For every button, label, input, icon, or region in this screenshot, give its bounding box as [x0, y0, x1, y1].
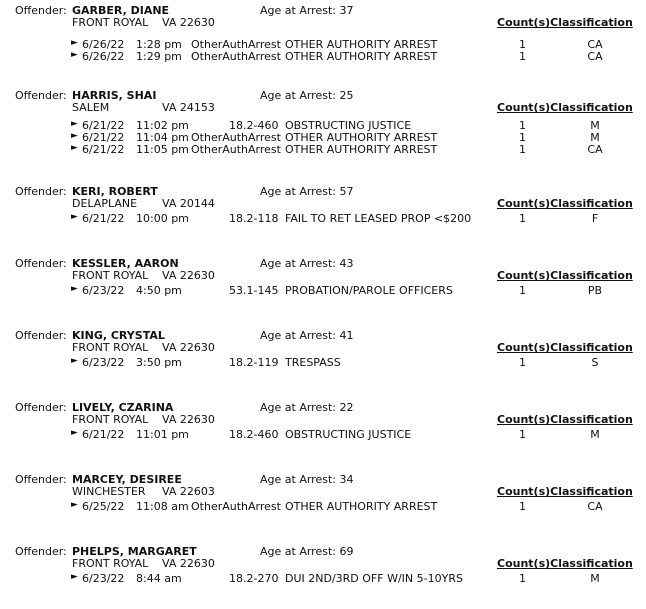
address-city: FRONT ROYAL	[72, 341, 149, 354]
charge-description: OBSTRUCTING JUSTICE	[285, 428, 412, 441]
age-at-arrest	[260, 329, 353, 342]
offender-label: Offender:	[15, 185, 67, 198]
age-label: Age at Arrest:	[260, 185, 336, 198]
charge-code: 53.1-145	[229, 284, 279, 297]
offender-name: LIVELY, CZARINA	[72, 401, 174, 414]
charge-classification: M	[590, 131, 600, 144]
age-label: Age at Arrest:	[260, 545, 336, 558]
charge-time: 10:00 pm	[136, 212, 189, 225]
charge-time: 11:01 pm	[136, 428, 189, 441]
charge-code: 18.2-118	[229, 212, 279, 225]
charge-classification: F	[591, 212, 599, 225]
charge-description: OTHER AUTHORITY ARREST	[285, 131, 438, 144]
charge-time: 3:50 pm	[136, 356, 182, 369]
offender-address	[72, 197, 215, 210]
offender-label: Offender:	[15, 257, 67, 270]
charge-classification: CA	[587, 500, 603, 513]
classification-column-header: Classification	[550, 485, 633, 498]
charge-date: 6/26/22	[82, 38, 125, 51]
charge-row	[0, 356, 646, 368]
charge-time: 4:50 pm	[136, 284, 182, 297]
offender-name: GARBER, DIANE	[72, 4, 170, 17]
charge-row	[0, 119, 646, 131]
charge-description: OBSTRUCTING JUSTICE	[285, 119, 412, 132]
charge-code: 18.2-119	[229, 356, 279, 369]
charge-time: 8:44 am	[136, 572, 182, 585]
charge-row	[0, 38, 646, 50]
age-at-arrest	[260, 473, 353, 486]
charges-header	[497, 485, 633, 498]
age-label: Age at Arrest:	[260, 89, 336, 102]
offender-address	[72, 101, 215, 114]
offender-label: Offender:	[15, 329, 67, 342]
address-state-zip: VA 22630	[162, 413, 215, 426]
offender-name: KING, CRYSTAL	[72, 329, 165, 342]
charges-header	[497, 269, 633, 282]
age-value: 22	[339, 401, 354, 414]
count-column-header: Count(s)	[497, 557, 551, 570]
charge-row	[0, 572, 646, 584]
charge-count: 1	[519, 356, 526, 369]
offender-record	[0, 257, 646, 321]
arrow-icon: ►	[71, 284, 78, 294]
offender-name: PHELPS, MARGARET	[72, 545, 197, 558]
address-city: FRONT ROYAL	[72, 16, 149, 29]
charge-classification: M	[590, 428, 600, 441]
age-label: Age at Arrest:	[260, 473, 336, 486]
age-value: 69	[339, 545, 354, 558]
age-value: 43	[339, 257, 354, 270]
charge-date: 6/21/22	[82, 143, 125, 156]
offender-label: Offender:	[15, 401, 67, 414]
charge-row	[0, 131, 646, 143]
charge-description: OTHER AUTHORITY ARREST	[285, 500, 438, 513]
classification-column-header: Classification	[550, 16, 633, 29]
offender-record	[0, 329, 646, 393]
arrow-icon: ►	[71, 38, 78, 48]
charge-date: 6/26/22	[82, 50, 125, 63]
address-state-zip: VA 20144	[162, 197, 215, 210]
count-column-header: Count(s)	[497, 413, 551, 426]
address-city: FRONT ROYAL	[72, 413, 149, 426]
arrow-icon: ►	[71, 500, 78, 510]
charge-count: 1	[519, 212, 526, 225]
charge-code: 18.2-460	[229, 119, 279, 132]
age-at-arrest	[260, 401, 353, 414]
offender-name: KESSLER, AARON	[72, 257, 179, 270]
offender-record	[0, 89, 646, 156]
offender-name: HARRIS, SHAI	[72, 89, 157, 102]
age-value: 41	[339, 329, 354, 342]
classification-column-header: Classification	[550, 269, 633, 282]
age-label: Age at Arrest:	[260, 329, 336, 342]
charge-code: OtherAuthArrest	[191, 131, 281, 144]
charge-row	[0, 284, 646, 296]
offender-address	[72, 557, 215, 570]
charge-classification: CA	[587, 50, 603, 63]
offender-record	[0, 185, 646, 249]
charge-classification: PB	[587, 284, 603, 297]
age-at-arrest	[260, 257, 353, 270]
count-column-header: Count(s)	[497, 197, 551, 210]
address-state-zip: VA 22630	[162, 269, 215, 282]
offender-label: Offender:	[15, 89, 67, 102]
classification-column-header: Classification	[550, 197, 633, 210]
charge-date: 6/21/22	[82, 428, 125, 441]
charge-time: 1:28 pm	[136, 38, 182, 51]
charge-description: OTHER AUTHORITY ARREST	[285, 50, 438, 63]
charge-code: OtherAuthArrest	[191, 500, 281, 513]
charge-description: TRESPASS	[285, 356, 341, 369]
age-value: 34	[339, 473, 354, 486]
charge-count: 1	[519, 143, 526, 156]
age-label: Age at Arrest:	[260, 257, 336, 270]
charge-count: 1	[519, 50, 526, 63]
charge-count: 1	[519, 428, 526, 441]
charge-date: 6/23/22	[82, 284, 125, 297]
arrow-icon: ►	[71, 143, 78, 153]
age-label: Age at Arrest:	[260, 4, 336, 17]
charges-header	[497, 557, 633, 570]
count-column-header: Count(s)	[497, 101, 551, 114]
charge-description: FAIL TO RET LEASED PROP <$200	[285, 212, 472, 225]
charge-time: 11:05 pm	[136, 143, 189, 156]
arrow-icon: ►	[71, 356, 78, 366]
offender-record	[0, 473, 646, 537]
charge-classification: S	[591, 356, 599, 369]
charge-date: 6/21/22	[82, 212, 125, 225]
charge-time: 11:08 am	[136, 500, 189, 513]
classification-column-header: Classification	[550, 413, 633, 426]
arrow-icon: ►	[71, 131, 78, 141]
charge-description: DUI 2ND/3RD OFF W/IN 5-10YRS	[285, 572, 463, 585]
charge-count: 1	[519, 38, 526, 51]
count-column-header: Count(s)	[497, 269, 551, 282]
count-column-header: Count(s)	[497, 485, 551, 498]
age-at-arrest	[260, 89, 353, 102]
age-at-arrest	[260, 4, 353, 17]
address-city: WINCHESTER	[72, 485, 146, 498]
charge-description: OTHER AUTHORITY ARREST	[285, 143, 438, 156]
address-city: DELAPLANE	[72, 197, 138, 210]
classification-column-header: Classification	[550, 101, 633, 114]
charge-classification: M	[590, 572, 600, 585]
charge-row	[0, 143, 646, 155]
age-value: 57	[339, 185, 354, 198]
charge-date: 6/23/22	[82, 572, 125, 585]
address-state-zip: VA 22630	[162, 557, 215, 570]
age-value: 37	[339, 4, 354, 17]
address-city: SALEM	[72, 101, 110, 114]
arrow-icon: ►	[71, 428, 78, 438]
charge-time: 11:04 pm	[136, 131, 189, 144]
charge-count: 1	[519, 284, 526, 297]
address-state-zip: VA 22603	[162, 485, 215, 498]
charge-count: 1	[519, 131, 526, 144]
classification-column-header: Classification	[550, 557, 633, 570]
arrow-icon: ►	[71, 572, 78, 582]
age-at-arrest	[260, 545, 353, 558]
charges-header	[497, 341, 633, 354]
offender-record	[0, 545, 646, 609]
offender-label: Offender:	[15, 545, 67, 558]
age-label: Age at Arrest:	[260, 401, 336, 414]
age-at-arrest	[260, 185, 353, 198]
address-city: FRONT ROYAL	[72, 557, 149, 570]
charge-code: OtherAuthArrest	[191, 38, 281, 51]
charge-classification: CA	[587, 143, 603, 156]
charge-description: OTHER AUTHORITY ARREST	[285, 38, 438, 51]
offender-address	[72, 341, 215, 354]
charge-count: 1	[519, 119, 526, 132]
charge-classification: CA	[587, 38, 603, 51]
address-state-zip: VA 22630	[162, 16, 215, 29]
offender-address	[72, 269, 215, 282]
arrow-icon: ►	[71, 119, 78, 129]
age-value: 25	[339, 89, 354, 102]
offender-name: MARCEY, DESIREE	[72, 473, 182, 486]
charge-date: 6/25/22	[82, 500, 125, 513]
charge-time: 11:02 pm	[136, 119, 189, 132]
address-state-zip: VA 22630	[162, 341, 215, 354]
offender-address	[72, 16, 215, 29]
charge-date: 6/21/22	[82, 119, 125, 132]
classification-column-header: Classification	[550, 341, 633, 354]
charge-code: OtherAuthArrest	[191, 143, 281, 156]
charge-row	[0, 500, 646, 512]
offender-address	[72, 413, 215, 426]
offender-address	[72, 485, 215, 498]
charge-date: 6/21/22	[82, 131, 125, 144]
charge-classification: M	[590, 119, 600, 132]
charge-code: 18.2-460	[229, 428, 279, 441]
charge-date: 6/23/22	[82, 356, 125, 369]
charges-header	[497, 101, 633, 114]
offender-name: KERI, ROBERT	[72, 185, 158, 198]
charge-count: 1	[519, 572, 526, 585]
arrow-icon: ►	[71, 50, 78, 60]
address-state-zip: VA 24153	[162, 101, 215, 114]
count-column-header: Count(s)	[497, 341, 551, 354]
charge-time: 1:29 pm	[136, 50, 182, 63]
charge-count: 1	[519, 500, 526, 513]
address-city: FRONT ROYAL	[72, 269, 149, 282]
charge-row	[0, 428, 646, 440]
charge-row	[0, 50, 646, 62]
offender-label: Offender:	[15, 473, 67, 486]
charges-header	[497, 197, 633, 210]
offender-label: Offender:	[15, 4, 67, 17]
charge-code: OtherAuthArrest	[191, 50, 281, 63]
charges-header	[497, 413, 633, 426]
arrow-icon: ►	[71, 212, 78, 222]
offender-record	[0, 4, 646, 68]
offender-record	[0, 401, 646, 465]
charge-code: 18.2-270	[229, 572, 279, 585]
charges-header	[497, 16, 633, 29]
charge-row	[0, 212, 646, 224]
charge-description: PROBATION/PAROLE OFFICERS	[285, 284, 453, 297]
count-column-header: Count(s)	[497, 16, 551, 29]
